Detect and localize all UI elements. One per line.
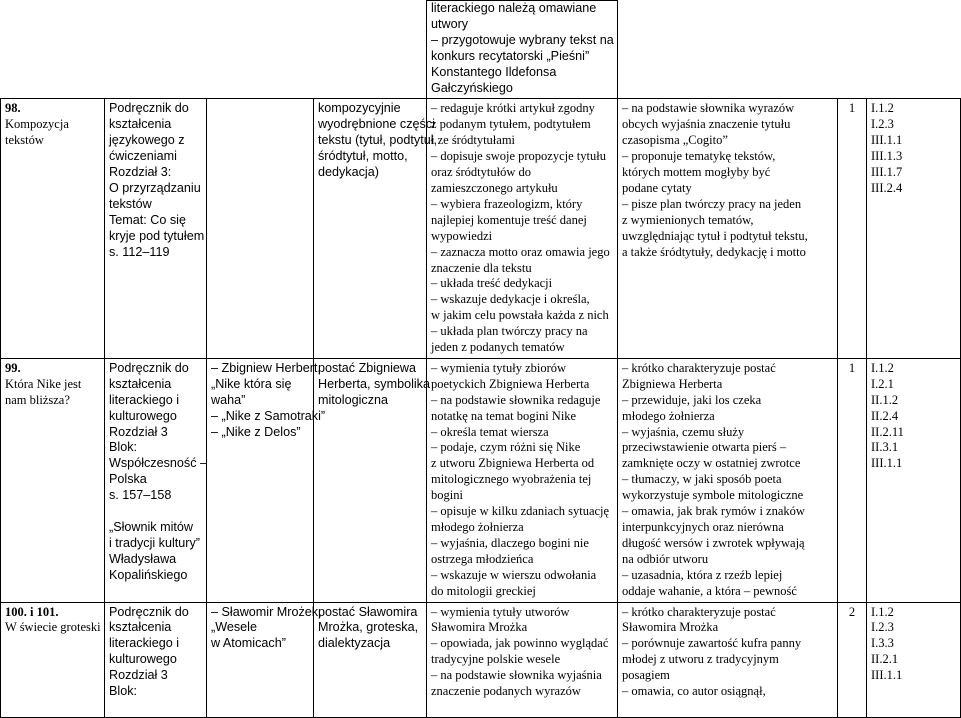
lesson-row <box>1 1 961 99</box>
extended-requirements-cell-line: – omawia, co autor osiągnął, <box>622 684 766 699</box>
basic-requirements-cell-line: – wskazuje w wierszu odwołania <box>431 567 597 582</box>
lesson-number-cell <box>1 99 105 359</box>
materials-cell <box>105 358 207 602</box>
basic-requirements-cell-line: tradycyjne polskie wesele <box>431 652 561 667</box>
lesson-topic-line: W świecie groteski <box>5 620 101 635</box>
basic-requirements-cell-line: – wskazuje dedykacje i określa, <box>431 292 590 307</box>
basic-requirements-cell <box>427 1 618 99</box>
materials-cell-line: kryje pod tytułem <box>109 228 205 243</box>
materials-cell-line: kształcenia <box>109 117 172 132</box>
basic-requirements-cell-line: – zaznacza motto oraz omawia jego <box>431 244 610 259</box>
basic-requirements-cell-line: Sławomira Mrożka <box>431 620 528 635</box>
materials-cell-line: ćwiczeniami <box>109 149 177 164</box>
basic-requirements-cell-line: – wymienia tytuły zbiorów <box>431 360 567 375</box>
basic-requirements-cell-line: wypowiedzi <box>431 228 493 243</box>
texts-cell <box>207 99 314 359</box>
hours-cell <box>838 1 867 99</box>
basic-requirements-cell <box>427 358 618 602</box>
materials-cell-line: Polska <box>109 472 147 487</box>
hours-cell: 2 <box>838 602 867 717</box>
basic-requirements-cell-line: literackiego należą omawiane <box>431 1 597 15</box>
lesson-topic-line: nam bliższa? <box>5 392 70 407</box>
basic-requirements-cell-line: – układa treść dedykacji <box>431 276 553 291</box>
standards-cell-line: II.2.11 <box>871 424 904 439</box>
texts-cell-line: waha” <box>211 392 246 407</box>
basic-requirements-cell-line: z podanym tytułem, podtytułem <box>431 117 591 132</box>
content-cell-line: postać Sławomira <box>318 604 418 619</box>
lesson-number: 98. <box>5 101 21 116</box>
content-cell-line: Mrożka, groteska, <box>318 620 419 635</box>
lesson-number-cell <box>1 358 105 602</box>
extended-requirements-cell-line: – porównuje zawartość kufra panny <box>622 636 802 651</box>
extended-requirements-cell-line: – pisze plan twórczy pracy na jeden <box>622 196 802 211</box>
content-cell-line: dedykacja) <box>318 165 379 180</box>
standards-cell-line: I.3.3 <box>871 636 894 651</box>
extended-requirements-cell-line: młodej z utworu z tradycyjnym <box>622 652 779 667</box>
texts-cell <box>207 358 326 602</box>
basic-requirements-cell-line: Gałczyńskiego <box>431 80 513 95</box>
basic-requirements-cell-line: utwory <box>431 16 469 31</box>
basic-requirements-cell-line: – wyjaśnia, dlaczego bogini nie <box>431 535 589 550</box>
lesson-row <box>1 602 961 717</box>
basic-requirements-cell-line: – dopisuje swoje propozycje tytułu <box>431 149 606 164</box>
extended-requirements-cell-line: czasopisma „Cogito” <box>622 133 728 148</box>
basic-requirements-cell-line: mitologicznego wyobrażenia tej <box>431 472 592 487</box>
basic-requirements-cell-line: znaczenie podanych wyrazów <box>431 684 581 699</box>
basic-requirements-cell-line: ostrzega młodzieńca <box>431 551 534 566</box>
materials-cell-line: kształcenia <box>109 376 172 391</box>
texts-cell-line: – „Nike z Delos” <box>211 424 301 439</box>
standards-cell-line: II.2.1 <box>871 652 899 667</box>
extended-requirements-cell-line: – na podstawie słownika wyrazów <box>622 101 795 116</box>
standards-cell-line: I.2.1 <box>871 376 894 391</box>
extended-requirements-cell-line: na odbiór utworu <box>622 551 709 566</box>
materials-cell-line: literackiego i <box>109 392 179 407</box>
extended-requirements-cell-line: wykorzystuje symbole mitologiczne <box>622 488 804 503</box>
basic-requirements-cell-line: do mitologii greckiej <box>431 583 536 598</box>
materials-cell-line: Rozdział 3 <box>109 668 168 683</box>
hours-cell: 1 <box>838 358 867 602</box>
standards-cell-line: I.2.3 <box>871 620 894 635</box>
materials-cell-line: językowego z <box>109 133 185 148</box>
basic-requirements-cell-line: poetyckich Zbigniewa Herberta <box>431 376 590 391</box>
extended-requirements-cell <box>618 1 838 99</box>
materials-cell-line: Rozdział 3 <box>109 424 168 439</box>
standards-cell-line: II.3.1 <box>871 440 899 455</box>
basic-requirements-cell-line: – układa plan twórczy pracy na <box>431 324 588 339</box>
extended-requirements-cell-line: – krótko charakteryzuje postać <box>622 360 776 375</box>
extended-requirements-cell-line: przeciwstawienie otwarta pierś – <box>622 440 787 455</box>
materials-cell-line: literackiego i <box>109 636 179 651</box>
basic-requirements-cell-line: młodego żołnierza <box>431 520 524 534</box>
extended-requirements-cell-line: – omawia, jak brak rymów i znaków <box>622 504 805 519</box>
texts-cell <box>207 1 314 99</box>
basic-requirements-cell-line: – przygotowuje wybrany tekst na <box>431 32 614 47</box>
extended-requirements-cell-line: – tłumaczy, w jaki sposób poeta <box>622 472 782 487</box>
basic-requirements-cell-line: bogini <box>431 488 463 503</box>
materials-cell-line: kształcenia <box>109 620 172 635</box>
materials-cell-line: Kopalińskiego <box>109 567 188 582</box>
lesson-number-cell <box>1 602 105 717</box>
materials-cell-line: s. 157–158 <box>109 488 172 503</box>
extended-requirements-cell-line: Zbigniewa Herberta <box>622 376 723 391</box>
standards-cell <box>867 99 961 359</box>
extended-requirements-cell-line: – uzasadnia, która z rzeźb lepiej <box>622 567 783 582</box>
standards-cell-line: I.1.2 <box>871 360 894 375</box>
extended-requirements-cell-line: Sławomira Mrożka <box>622 620 719 635</box>
basic-requirements-cell-line: jeden z podanych tematów <box>431 340 565 355</box>
standards-cell-line: I.2.3 <box>871 117 894 132</box>
materials-cell-line: tekstów <box>109 196 152 211</box>
basic-requirements-cell-line: – redaguje krótki artykuł zgodny <box>431 101 595 116</box>
texts-cell-line: – Sławomir Mrożek, <box>211 604 322 619</box>
basic-requirements-cell-line: najlepiej komentuje treść danej <box>431 212 587 227</box>
lesson-number: 99. <box>5 360 21 375</box>
basic-requirements-cell-line: – opowiada, jak powinno wyglądać <box>431 636 609 651</box>
extended-requirements-cell-line: – krótko charakteryzuje postać <box>622 604 776 619</box>
basic-requirements-cell-line: – podaje, czym różni się Nike <box>431 440 581 455</box>
basic-requirements-cell-line: konkurs recytatorski „Pieśni” <box>431 48 590 63</box>
extended-requirements-cell-line: podane cytaty <box>622 180 692 195</box>
texts-cell-line: – Zbigniew Herbert, <box>211 360 321 375</box>
materials-cell-line: i tradycji kultury” <box>109 535 200 550</box>
materials-cell-line: Podręcznik do <box>109 360 189 375</box>
standards-cell-line: III.1.1 <box>871 133 903 148</box>
standards-cell <box>867 358 961 602</box>
basic-requirements-cell-line: i ze śródtytułami <box>431 133 516 148</box>
basic-requirements-cell-line: notatkę na temat bogini Nike <box>431 408 577 423</box>
extended-requirements-cell-line: zamknięte oczy w ostatniej zwrotce <box>622 456 801 471</box>
content-cell-line: wyodrębnione części <box>318 117 435 132</box>
materials-cell-line: kulturowego <box>109 408 177 423</box>
basic-requirements-cell <box>427 602 618 717</box>
standards-cell-line: III.1.7 <box>871 165 903 180</box>
extended-requirements-cell <box>618 358 838 602</box>
basic-requirements-cell-line: – wybiera frazeologizm, który <box>431 196 583 211</box>
basic-requirements-cell-line: w jakim celu powstała każda z nich <box>431 308 609 323</box>
extended-requirements-cell-line: posagiem <box>622 668 670 683</box>
texts-cell-line: „Nike która się <box>211 376 292 391</box>
extended-requirements-cell <box>618 602 838 717</box>
materials-cell-line: s. 112–119 <box>109 244 170 259</box>
extended-requirements-cell-line: a także śródtytuły, dedykację i motto <box>622 244 806 259</box>
content-cell <box>314 358 430 602</box>
materials-cell <box>105 602 207 717</box>
content-cell-line: mitologiczna <box>318 392 388 407</box>
basic-requirements-cell-line: z utworu Zbigniewa Herberta od <box>431 456 595 471</box>
standards-cell <box>867 602 961 717</box>
texts-cell-line: „Wesele <box>211 620 257 635</box>
content-cell-line: postać Zbigniewa <box>318 360 417 375</box>
basic-requirements-cell-line: znaczenie dla tekstu <box>431 260 532 275</box>
standards-cell-line: II.2.4 <box>871 408 899 423</box>
materials-cell-line: O przyrządzaniu <box>109 180 201 195</box>
lesson-topic-line: tekstów <box>5 133 44 148</box>
extended-requirements-cell-line: oddaje wahanie, a która – pewność <box>622 583 797 598</box>
materials-cell <box>105 99 207 359</box>
basic-requirements-cell-line: – na podstawie słownika redaguje <box>431 392 601 407</box>
basic-requirements-cell-line: zamieszczonego artykułu <box>431 180 558 195</box>
extended-requirements-cell-line: uwzględniając tytuł i podtytuł tekstu, <box>622 228 808 243</box>
basic-requirements-cell-line: – określa temat wiersza <box>431 424 549 439</box>
basic-requirements-cell-line: – na podstawie słownika wyjaśnia <box>431 668 602 683</box>
standards-cell-line: III.1.1 <box>871 456 903 471</box>
basic-requirements-cell-line: oraz śródtytułów do <box>431 165 531 180</box>
standards-cell-line: III.2.4 <box>871 180 903 195</box>
standards-cell-line: III.1.1 <box>871 668 903 683</box>
extended-requirements-cell-line: obcych wyjaśnia znaczenie tytułu <box>622 117 791 132</box>
content-cell <box>314 602 427 717</box>
basic-requirements-cell-line: Konstantego Ildefonsa <box>431 64 557 79</box>
lesson-number-cell <box>1 1 105 99</box>
materials-cell-line <box>109 504 202 520</box>
basic-requirements-cell-line: – opisuje w kilku zdaniach sytuację <box>431 504 610 519</box>
extended-requirements-cell-line: młodego żołnierza <box>622 408 715 423</box>
content-cell-line: śródtytuł, motto, <box>318 149 408 164</box>
texts-cell <box>207 602 322 717</box>
extended-requirements-cell-line: – wyjaśnia, czemu służy <box>622 424 745 439</box>
content-cell-line: kompozycyjnie <box>318 101 401 116</box>
materials-cell-line: Rozdział 3: <box>109 165 172 180</box>
lesson-topic-line: Kompozycja <box>5 117 69 132</box>
materials-cell <box>105 1 207 99</box>
standards-cell-line: I.1.2 <box>871 604 894 619</box>
materials-cell-line: Podręcznik do <box>109 101 189 116</box>
content-cell <box>314 99 437 359</box>
basic-requirements-cell <box>427 99 618 359</box>
extended-requirements-cell-line: z wymienionych tematów, <box>622 212 754 227</box>
standards-cell <box>867 1 961 99</box>
lesson-row <box>1 99 961 359</box>
standards-cell-line: III.1.3 <box>871 149 903 164</box>
extended-requirements-cell-line: interpunkcyjnych oraz nierówna <box>622 520 784 534</box>
hours-cell: 1 <box>838 99 867 359</box>
texts-cell-line: – „Nike z Samotraki” <box>211 408 326 423</box>
extended-requirements-cell <box>618 99 838 359</box>
content-cell-line: tekstu (tytuł, podtytuł, <box>318 133 437 148</box>
extended-requirements-cell-line: długość wersów i zwrotek wpływają <box>622 535 805 550</box>
materials-cell-line: Władysława <box>109 551 177 566</box>
standards-cell-line: II.1.2 <box>871 392 899 407</box>
content-cell <box>314 1 427 99</box>
materials-cell-line: Blok: <box>109 684 137 699</box>
content-cell-line: Herberta, symbolika <box>318 376 430 391</box>
content-cell-line: dialektyzacja <box>318 636 391 651</box>
basic-requirements-cell-line: – wymienia tytuły utworów <box>431 604 570 619</box>
standards-cell-line: I.1.2 <box>871 101 894 116</box>
materials-cell-line: Podręcznik do <box>109 604 189 619</box>
lesson-topic-line: Która Nike jest <box>5 376 82 391</box>
extended-requirements-cell-line: – proponuje tematykę tekstów, <box>622 149 776 164</box>
texts-cell-line: w Atomicach” <box>211 636 286 651</box>
materials-cell-line: kulturowego <box>109 652 177 667</box>
materials-cell-line: Temat: Co się <box>109 212 186 227</box>
materials-cell-line: Współczesność – <box>109 456 207 471</box>
lesson-row <box>1 358 961 602</box>
materials-cell-line: Blok: <box>109 440 137 455</box>
materials-cell-line: „Słownik mitów <box>109 520 193 534</box>
lesson-number: 100. i 101. <box>5 604 59 619</box>
extended-requirements-cell-line: których mottem mogłyby być <box>622 165 771 180</box>
extended-requirements-cell-line: – przewiduje, jaki los czeka <box>622 392 762 407</box>
